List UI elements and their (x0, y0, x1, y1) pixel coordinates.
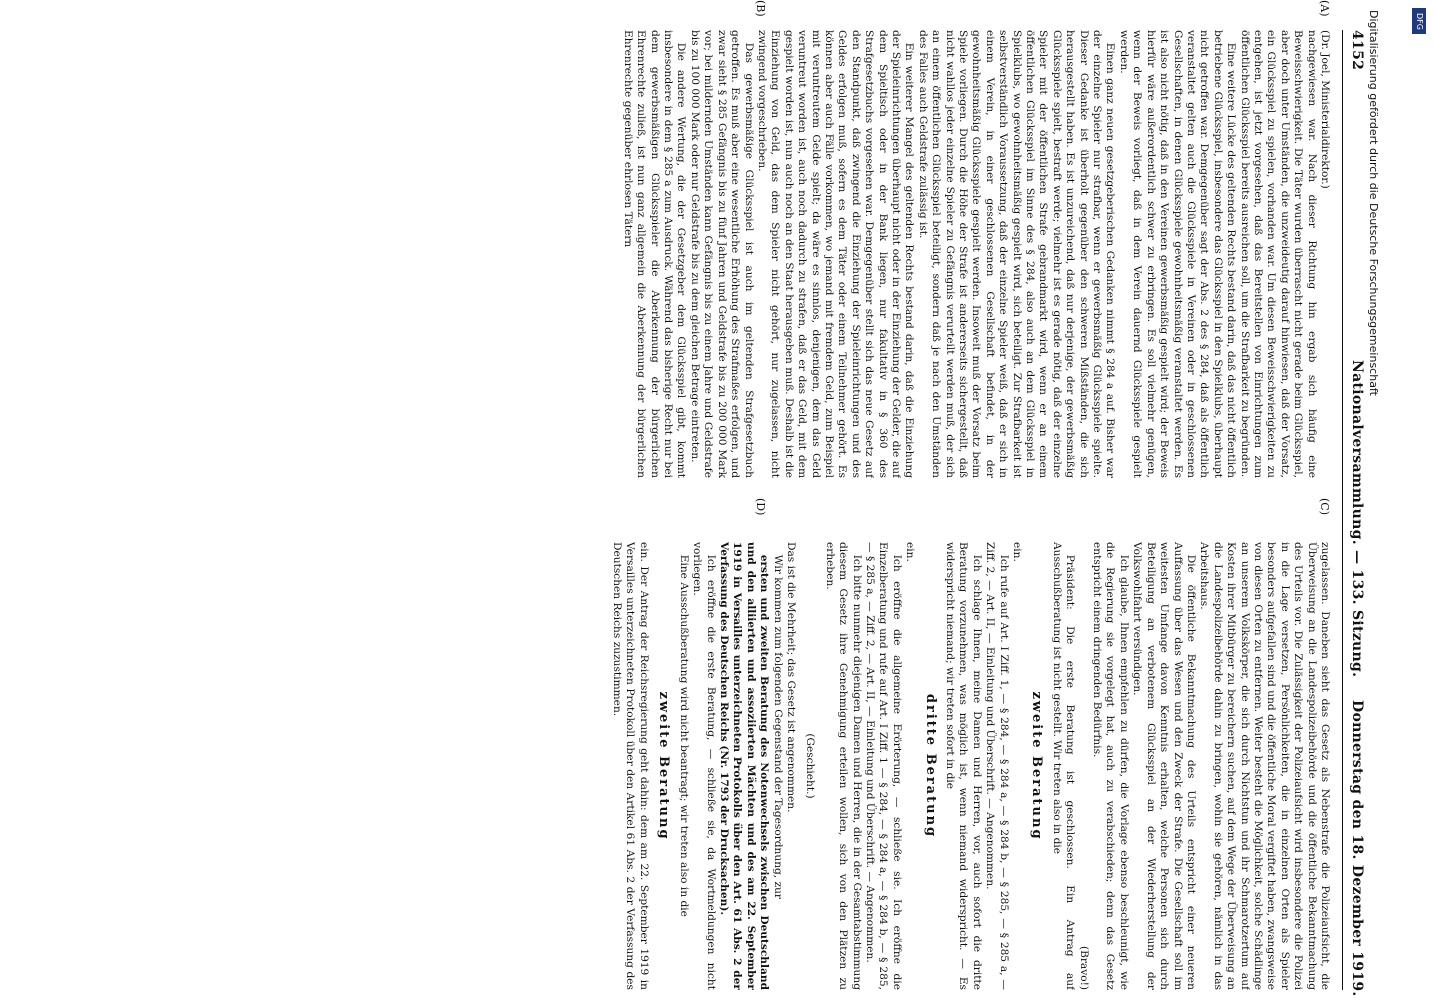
paragraph: Das ist die Mehrheit; das Gesetz ist angenommen. (784, 542, 797, 813)
page-number: 4152 (1349, 30, 1365, 71)
left-column (101, 30, 1331, 478)
section-heading: zweite Beratung (1029, 691, 1045, 841)
paragraph: Ich rufe auf Art. I Ziff. 1, — § 284, — § 284 a, — § 284 b, — § 285, — § 285 a, — Ziff. 2, — Art. II, — Einleitung und Überschrift. — Angenommen. (984, 542, 1010, 990)
paragraph: Einen ganz neuen gesetzgeberischen Gedanken nimmt § 284 a auf. Bisher war der einzelne Spieler nur strafbar, wenn er gewerbsmäßig Glücksspiele spielte. Dieser Gedanke ist überholt gegenüber den schweren Mißständen, die sich herausgestellt haben. Es ist unzureichend, daß nur derjenige, der gewerbsmäßig Glücksspiele spielt, bestraft werde; vielmehr ist es gerade nötig, daß der einzelne Spieler mit der öffentlichen Strafe gebrandmarkt wird, wenn er an einem öffentlichen Glücksspiel im Sinne des § 284, also auch an dem Glücksspiel in Spielklubs, wo gewohnheitsmäßig gespielt wird, sich beteiligt. Zur Strafbarkeit ist selbstverständlich Voraussetzung, daß der einzelne Spieler weiß, daß er sich in einem Verein, in einer geschlossenen Gesellschaft befindet, in der gewohnheitsmäßig Glücksspiele gespielt werden. Insoweit muß der Vorsatz beim Spiele vorliegen. Durch die Höhe der Strafe ist andererseits sichergestellt, daß nicht wahllos jeder einzelne Spieler zu Gefängnis verurteilt werden muß, der sich an einem öffentlichen Glücksspiel beteiligt, sondern daß je nach den Umständen des Falles auch Geldstrafe zulässig ist. (916, 30, 1117, 478)
paragraph: zugelassen. Daneben sieht das Gesetz als Nebenstrafe die Polizeiaufsicht, die Überweisung an die Landespolizeibehörde und die öffentliche Bekanntmachung des Urteils vor. Die Zulässigkeit der Polizeiaufsicht wird insbesondere die Polizei in die Lage versetzen, Persönlichkeiten, die in einzelnen Orten als Spieler besonders aufgefallen sind und die öffentliche Moral vergiftet haben, zwangsweise von diesen Orten zu entfernen. Weiter besteht die Möglichkeit, solche Schädlinge an unserem Volkskörper, die sich durch Nichtstun und ihr Schmarotzertum auf Kosten ihrer Mitbürger zu bereichern suchen, auf dem Wege der Überweisung an die Landespolizeibehörde dahin zu bringen, wohin sie gehören, nämlich in das Arbeitshaus. (1198, 542, 1331, 990)
digitization-credit: Digitalisierung gefördert durch die Deutsche Forschungsgemeinschaft (1367, 10, 1380, 396)
paragraph: nachgewiesen war. Nach dieser Richtung hin ergab sich häufig eine Beweisschwierigkeit. Die Täter wurden überrascht nicht gerade beim Glücksspiel, aber doch unter Umständen, die unzweideutig darauf hinwiesen, daß der Vorsatz, ein Glücksspiel zu spielen, vorhanden war. Um diesen Beweisschwierigkeiten zu entgehen, ist jetzt vorgesehen, daß das Bereitstellen von Einrichtungen zum öffentlichen Glücksspiel bereits ausreichen soll, um die Strafbarkeit zu begründen. (1238, 30, 1318, 478)
paragraph: Ich schlage Ihnen, meine Damen und Herren, vor, auch sofort die dritte Beratung vorzunehmen, was möglich ist, wenn niemand widerspricht. — Es widerspricht niemand; wir treten sofort in die (944, 542, 983, 990)
paragraph: Ich glaube, Ihnen empfehlen zu dürfen, die Vorlage ebenso beschleunigt, wie die Regierung sie vorgelegt hat, auch zu verabschieden; denn das Gesetz entspricht einem dringenden Bedürfnis. (1091, 542, 1130, 990)
speaker-note: (Dr. Joel, Ministerialdirektor.) (1319, 30, 1331, 189)
section-heading: zweite Beratung (656, 691, 672, 841)
paragraph: Die andere Wertung, die der Gesetzgeber dem Glücksspiel gibt, kommt insbesondere in dem § 285 a zum Ausdruck. Während das bisherige Recht nur bei dem gewerbsmäßigen Glücksspieler die Aberkennung der bürgerlichen Ehrenrechte zuließ, ist nun ganz allgemein die Aberkennung der bürgerlichen Ehrenrechte gegenüber ehrlosen Tätern (621, 30, 688, 478)
president-statement: Präsident: Die erste Beratung ist geschlossen. Ein Antrag auf Ausschußberatung ist nicht gestellt. Wir treten also in die (1050, 542, 1077, 990)
document-page (67, 0, 1367, 997)
paragraph: ein. (1011, 542, 1024, 562)
margin-marker-c: (C) (1318, 498, 1331, 515)
dfg-logo: DFG (1412, 8, 1426, 34)
paragraph: Eine weitere Lücke des geltenden Rechts bestand darin, daß das nicht öffentlich betriebene Glücksspiel, insbesondere das Glücksspiel in den Spielklubs, überhaupt nicht getroffen war. Demgegenüber sagt der Abs. 2 des § 284, daß als öffentlich veranstaltet gelten auch die Glücksspiele in Vereinen oder in geschlossenen Gesellschaften, in denen Glücksspiele gewohnheitsmäßig veranstaltet werden. Es ist also nicht nötig, daß in den Vereinen gewerbsmäßig gespielt wird; der Beweis hierfür wäre außerordentlich schwer zu erbringen. Es soll vielmehr genügen, wenn der Beweis vorliegt, daß in dem Verein dauernd Glücksspiele gespielt werden. (1117, 30, 1238, 478)
paragraph: Ich eröffne die erste Beratung, — schließe sie, da Wortmeldungen nicht vorliegen. (691, 542, 717, 990)
interjection: (Geschieht.) (804, 733, 817, 799)
paragraph: ein. (904, 542, 917, 562)
right-column (101, 542, 1331, 990)
margin-marker-a: (A) (1318, 0, 1331, 17)
paragraph: Eine Ausschußberatung wird nicht beantragt; wir treten also in die (677, 554, 690, 917)
paragraph: Das gewerbsmäßige Glücksspiel ist auch im geltenden Strafgesetzbuch getroffen. Es muß aber eine wesentliche Erhöhung des Strafmaßes erfolgen, und zwar sieht § 285 Gefängnis bis zu fünf Jahren und Geldstrafe bis zu 200 000 Mark vor; bei mildernden Umständen kann Gefängnis bis zu einem Jahre und Geldstrafe bis zu 100 000 Mark oder nur Geldstrafe bis zu dem gleichen Betrage eintreten. (688, 30, 755, 478)
running-title: Nationalversammlung. — 133. Sitzung. (1349, 360, 1365, 678)
session-date: Donnerstag den 18. Dezember 1919. (1349, 700, 1365, 997)
paragraph: ein. Der Antrag der Reichsregierung geht dahin: dem am 22. September 1919 in Versailles unterzeichneten Protokoll über den Artikel 61 Abs. 2 der Verfassung des Deutschen Reichs zuzustimmen. (611, 542, 650, 990)
paragraph: Die öffentliche Bekanntmachung des Urteils entspricht einer neueren Auffassung über das Wesen und den Zweck der Strafe. Die Gesellschaft soll im weitesten Umfange davon Kenntnis erhalten, welche Personen sich durch Beteiligung an verbotenem Glücksspiel an der Wiederherstellung der Volkswohlfahrt versündigen. (1131, 542, 1197, 990)
paragraph: Wir kommen zum folgenden Gegenstand der Tagesordnung, zur (771, 554, 784, 899)
agenda-item: ersten und zweiten Beratung des Notenwechsels zwischen Deutschland und den alliierten und assoziierten Mächten und des am 22. September 1919 in Versailles unterzeichneten Protokolls über den Art. 61 Abs. 2 der Verfassung des Deutschen Reichs (Nr. 1793 der Drucksachen). (717, 542, 771, 990)
margin-marker-b: (B) (754, 0, 767, 17)
paragraph: Ich bitte nunmehr diejenigen Damen und Herren, die in der Gesamtabstimmung diesem Gesetz ihre Genehmigung erteilen wollen, sich von den Plätzen zu erheben. (823, 542, 863, 990)
margin-marker-d: (D) (754, 498, 767, 516)
paragraph: Ich eröffne die allgemeine Erörterung, — schließe sie. Ich eröffne die Einzelberatung und rufe auf Art. I Ziff. 1 — § 284, — § 284 a, — § 284 b, — § 285, — § 285 a, — Ziff. 2, — Art. II, — Einleitung und Überschrift. — Angenommen. (864, 542, 903, 990)
section-heading: dritte Beratung (922, 693, 938, 839)
interjection: (Bravo!) (1077, 945, 1090, 990)
paragraph: Ein weiterer Mangel des geltenden Rechts bestand darin, daß die Einziehung der Spieleinrichtungen überhaupt nicht oder in der Einziehung der Gelder, die auf dem Spieltisch oder in der Bank liegen, nur fakultativ in § 360 des Strafgesetzbuchs vorgesehen war. Demgegenüber stellt sich das neue Gesetz auf den Standpunkt, daß zwingend die Einziehung der Spieleinrichtungen und des Geldes erfolgen muß, sofern es dem Täter oder einem Teilnehmer gehört. Es können aber auch Fälle vorkommen, wo jemand mit fremdem Geld, zum Beispiel mit veruntreutem Gelde spielt; da wäre es sinnlos, denjenigen, dem das Geld veruntreut worden ist, auch noch dadurch zu strafen, daß er das Geld, mit dem gespielt worden ist, nun auch noch an den Staat herausgeben muß. Deshalb ist die Einziehung von Geld, das dem Spieler nicht gehört, nur zugelassen, nicht zwingend vorgeschrieben. (755, 30, 916, 478)
